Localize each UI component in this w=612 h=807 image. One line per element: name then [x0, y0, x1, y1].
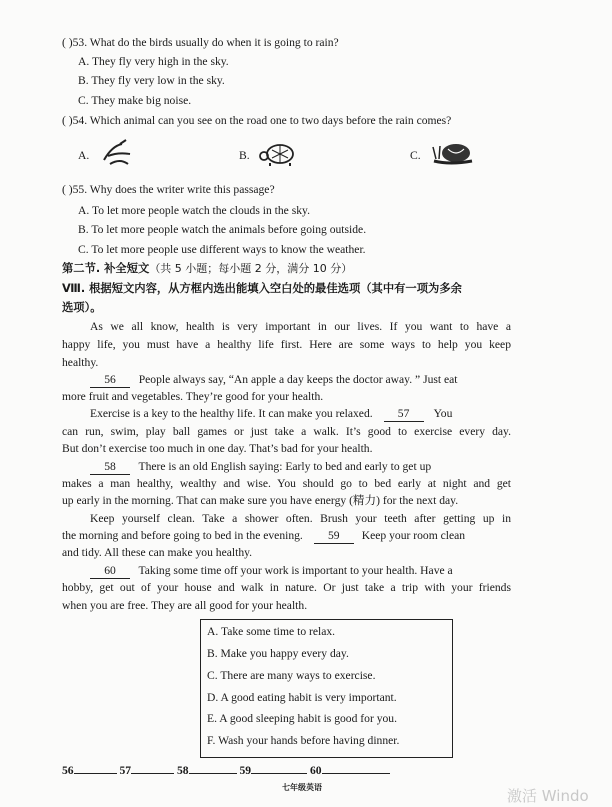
- passage-line: hobby, get out of your house and walk in nature. Or just take a trip with your friends: [62, 581, 511, 594]
- answer-blank[interactable]: [189, 773, 237, 774]
- text: There is an old English saying: Early to bed and early to get up: [138, 460, 432, 473]
- answer-blank[interactable]: [131, 773, 174, 774]
- answer-label: 56: [62, 764, 74, 777]
- choice: F. Wash your hands before having dinner.: [207, 734, 400, 747]
- text: Taking some time off your work is important to your health. Have a: [138, 564, 453, 577]
- answer-blank[interactable]: [251, 773, 307, 774]
- choices-box: [200, 619, 453, 758]
- option: C.: [410, 149, 421, 162]
- option: B. They fly very low in the sky.: [78, 74, 225, 87]
- blank-56[interactable]: 56: [90, 373, 130, 388]
- question-55: ( )55. Why does the writer write this passage?: [62, 183, 275, 196]
- answer-row: [62, 764, 390, 778]
- answer-label: 57: [119, 764, 132, 777]
- activation-watermark: 激活 Windo: [507, 787, 589, 805]
- option: B. To let more people watch the animals before going outside.: [78, 223, 367, 236]
- choice: C. There are many ways to exercise.: [207, 669, 376, 682]
- choice: A. Take some time to relax.: [207, 625, 336, 638]
- passage-line: makes a man healthy, wealthy and wise. You should go to bed early at night and get: [62, 477, 511, 490]
- option: C. To let more people use different ways to know the weather.: [78, 243, 366, 256]
- footer: 七年级英语: [282, 783, 322, 792]
- answer-blank[interactable]: [322, 773, 390, 774]
- choice: B. Make you happy every day.: [207, 647, 349, 660]
- passage-line: Keep yourself clean. Take a shower often. Brush your teeth after getting up in: [90, 512, 511, 525]
- option: A.: [78, 149, 90, 162]
- passage-line: [90, 407, 452, 422]
- option: C. They make big noise.: [78, 94, 192, 107]
- bird-image: [100, 138, 134, 168]
- passage-line: more fruit and vegetables. They’re good for your health.: [62, 390, 324, 403]
- text: the morning and before going to bed in the evening.: [62, 529, 303, 542]
- option: B.: [239, 149, 250, 162]
- passage-line: [90, 373, 458, 388]
- passage-line: healthy.: [62, 356, 99, 369]
- blank-59[interactable]: 59: [314, 529, 354, 544]
- section-heading: [62, 262, 352, 276]
- passage-line: up early in the morning. That can make sure you have energy (精力) for the next day.: [62, 494, 459, 507]
- snail-image: [430, 141, 474, 167]
- passage-line: happy life, you must have a healthy life first. Here are some ways to help you keep: [62, 338, 511, 351]
- answer-label: 60: [310, 764, 322, 777]
- instruction: 选项）。: [62, 301, 102, 314]
- instruction: Ⅷ. 根据短文内容，从方框内选出能填入空白处的最佳选项（其中有一项为多余: [62, 282, 462, 295]
- turtle-image: [258, 142, 298, 166]
- passage-line: [90, 564, 453, 579]
- answer-blank[interactable]: [74, 773, 117, 774]
- blank-60[interactable]: 60: [90, 564, 130, 579]
- text: Exercise is a key to the healthy life. It can make you relaxed.: [90, 407, 373, 420]
- question-53: ( )53. What do the birds usually do when it is going to rain?: [62, 36, 339, 49]
- choice: D. A good eating habit is very important.: [207, 691, 397, 704]
- passage-line: As we all know, health is very important in our lives. If you want to have a: [90, 320, 511, 333]
- text: You: [433, 407, 453, 420]
- question-54: ( )54. Which animal can you see on the road one to two days before the rain comes?: [62, 114, 452, 127]
- choice: E. A good sleeping habit is good for you.: [207, 712, 397, 725]
- text: People always say, “An apple a day keeps the doctor away. ” Just eat: [138, 373, 458, 386]
- passage-line: when you are free. They are all good for your health.: [62, 599, 308, 612]
- answer-label: 59: [239, 764, 252, 777]
- section-note: （共 5 小题；每小题 2 分，满分 10 分）: [149, 262, 353, 275]
- answer-label: 58: [177, 764, 189, 777]
- passage-line: But don’t exercise too much in one day. That’s bad for your health.: [62, 442, 373, 455]
- text: Keep your room clean: [361, 529, 466, 542]
- section-title: 第二节. 补全短文: [62, 262, 150, 275]
- passage-line: and tidy. All these can make you healthy.: [62, 546, 253, 559]
- passage-line: [62, 529, 465, 544]
- passage-line: [90, 460, 431, 475]
- option: A. They fly very high in the sky.: [78, 55, 229, 68]
- option: A. To let more people watch the clouds in the sky.: [78, 204, 310, 217]
- blank-57[interactable]: 57: [384, 407, 424, 422]
- passage-line: can run, swim, play ball games or just take a walk. It’s good to exercise every day.: [62, 425, 511, 438]
- blank-58[interactable]: 58: [90, 460, 130, 475]
